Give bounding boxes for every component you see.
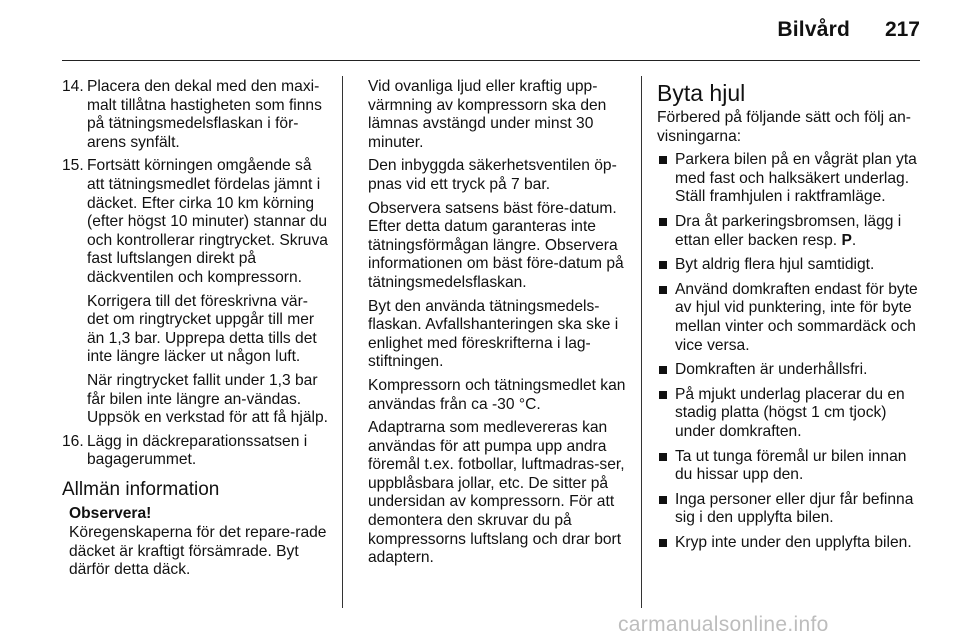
bullet-square-icon: [659, 453, 667, 461]
bullet-item: [657, 151, 923, 207]
paragraph: Den inbyggda säkerhetsventilen öp-pnas vid ett tryck på 7 bar.: [368, 157, 617, 193]
bullet-text: Byt aldrig flera hjul samtidigt.: [675, 256, 875, 274]
bullet-square-icon: [659, 286, 667, 294]
right-column: [657, 80, 923, 558]
note-title: Observera!: [69, 505, 152, 523]
bullet-item: [657, 361, 923, 380]
page-title: Bilvård: [777, 18, 850, 41]
bullet-square-icon: [659, 391, 667, 399]
list-item-14: [62, 78, 328, 152]
bullet-suffix: .: [851, 231, 857, 249]
bullet-square-icon: [659, 496, 667, 504]
bullet-square-icon: [659, 539, 667, 547]
bullet-text: Ta ut tunga föremål ur bilen innan du hissar upp den.: [675, 447, 907, 484]
header-divider: [62, 60, 920, 61]
sub-paragraph: När ringtrycket fallit under 1,3 bar får bilen inte längre an-vändas. Uppsök en verkstad för att få hjälp.: [87, 371, 328, 427]
list-text: Fortsätt körningen omgående så att tätningsmedlet fördelas jämnt i däcket. Efter cirka 10 km körning (efter högst 10 minuter) stannar du och kontrollerar ringtrycket. Skruva fast luftslangen direkt på däckventilen och kompressorn.: [87, 157, 328, 286]
bullet-text: På mjukt underlag placerar du en stadig platta (högst 1 cm tjock) under domkraften.: [675, 385, 905, 440]
list-item-15: [62, 157, 328, 287]
bullet-item: [657, 256, 923, 275]
bullet-square-icon: [659, 366, 667, 374]
bullet-square-icon: [659, 261, 667, 269]
paragraph: Kompressorn och tätningsmedlet kan användas från ca -30 °C.: [368, 376, 626, 413]
bullet-item: [657, 448, 923, 485]
paragraph: Observera satsens bäst före-datum. Efter detta datum garanteras inte tätningsförmågan längre. Observera informationen om bäst före-datum på tätningsmedelsflaskan.: [368, 199, 624, 291]
bullet-text: Dra åt parkeringsbromsen, lägg i ettan eller backen resp.: [675, 212, 902, 249]
bullet-item: [657, 534, 923, 553]
list-number: 14.: [62, 78, 84, 95]
list-text: Placera den dekal med den maxi-malt tillåtna hastigheten som finns på tätningsmedelsflaskan i för-arens synfält.: [87, 78, 322, 151]
page-number: 217: [884, 18, 920, 41]
section-heading-byta-hjul: Byta hjul: [657, 80, 746, 106]
list-number: 15.: [62, 157, 84, 175]
bullet-text: Kryp inte under den upplyfta bilen.: [675, 533, 912, 551]
paragraph: Adaptrarna som medlevereras kan användas för att pumpa upp andra föremål t.ex. fotbollar, luftmadras-ser, uppblåsbara jollar, etc. De sitter på undersidan av kompressorn. För att demontera den skruvar du på kompressorns luftslang och drar bort adaptern.: [368, 419, 625, 567]
sub-paragraph: Korrigera till det föreskrivna vär-det om ringtrycket uppgår till mer än 1,3 bar. Upprepa detta tills det inte längre läcker ut någon luft.: [87, 292, 317, 366]
bullet-item: [657, 386, 923, 442]
bullet-square-icon: [659, 218, 667, 226]
bullet-text: Parkera bilen på en vågrät plan yta med fast och halksäkert underlag. Ställ framhjulen i raktframläge.: [675, 151, 917, 206]
section-heading: Allmän information: [62, 478, 220, 500]
paragraph: Vid ovanliga ljud eller kraftig upp-värmning av kompressorn ska den lämnas avstängd under minst 30 minuter.: [368, 78, 607, 151]
left-column: [62, 78, 328, 580]
bullet-text: Använd domkraften endast för byte av hjul vid punktering, inte för byte mellan vinter och sommardäck och vice versa.: [675, 280, 918, 354]
bullet-text: Inga personer eller djur får befinna sig i den upplyfta bilen.: [675, 490, 914, 527]
column-divider-right: [641, 76, 642, 608]
page-header: [0, 0, 960, 60]
bullet-square-icon: [659, 156, 667, 164]
bullet-item: [657, 491, 923, 528]
note-text: Köregenskaperna för det repare-rade däcket är kraftigt försämrade. Byt därför detta däck.: [69, 524, 327, 579]
intro-text: Förbered på följande sätt och följ an-visningarna:: [657, 109, 911, 145]
watermark: carmanualsonline.info: [618, 613, 829, 636]
list-item-16: [62, 433, 328, 470]
bullet-item: [657, 213, 923, 250]
paragraph: Byt den använda tätningsmedels-flaskan. Avfallshanteringen ska ske i enlighet med föreskrifterna i lag-stiftningen.: [368, 297, 619, 371]
middle-column: [368, 78, 630, 573]
note-block: [62, 505, 328, 579]
list-number: 16.: [62, 432, 84, 450]
column-divider-left: [342, 76, 343, 608]
gear-p-label: P: [841, 231, 852, 249]
list-text: Lägg in däckreparationssatsen i bagagerummet.: [87, 432, 308, 469]
bullet-item: [657, 281, 923, 355]
bullet-text: Domkraften är underhållsfri.: [675, 361, 868, 379]
